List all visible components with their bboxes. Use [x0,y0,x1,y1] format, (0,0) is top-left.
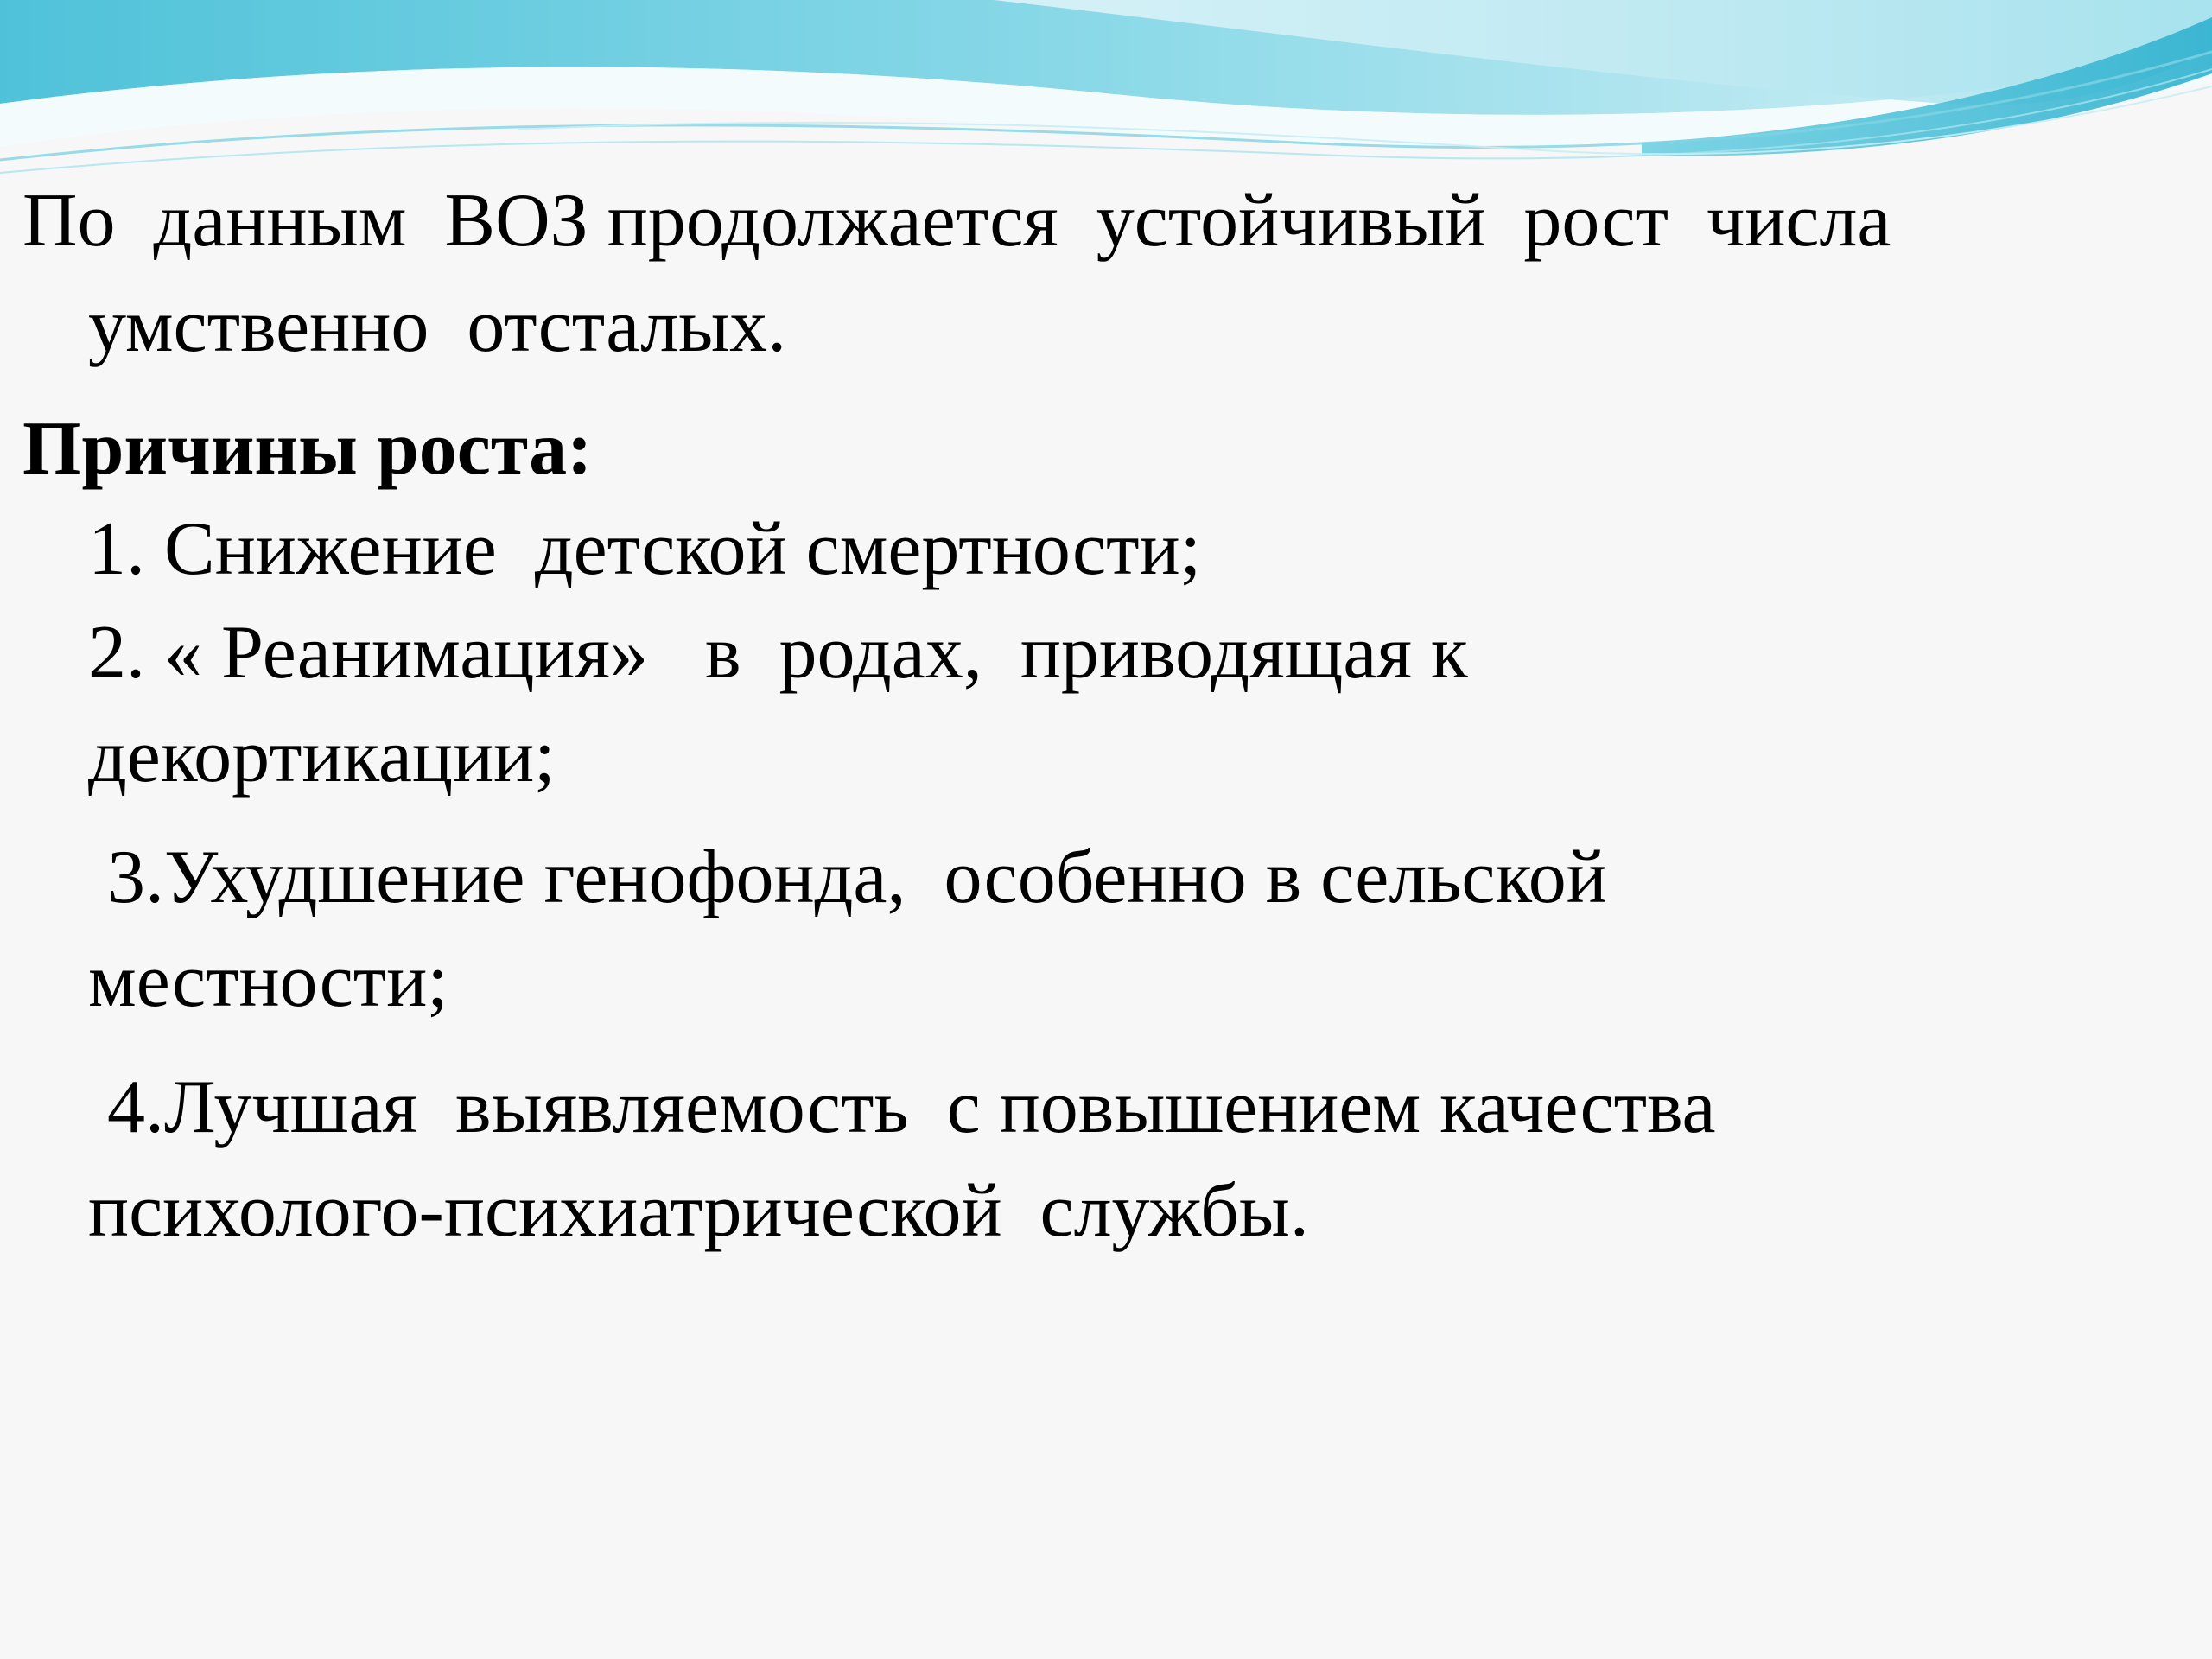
causes-heading: Причины роста: [22,407,593,491]
cause-item-3-line-2: местности; [88,939,448,1023]
cause-item-3-line-1: 3.Ухудшение генофонда, особенно в сельской [88,836,1607,919]
cause-item-4-line-2: психолого-психиатрической службы. [88,1169,1309,1253]
cause-item-2-line-1: 2. « Реанимация» в родах, приводящая к [88,611,1468,695]
cause-item-4-line-1: 4.Лучшая выявляемость с повышением качества [88,1065,1716,1149]
intro-line-1: По данным ВОЗ продолжается устойчивый рост числа [22,179,1891,263]
cause-item-1: 1. Снижение детской смертности; [88,507,1202,591]
intro-line-2: умственно отсталых. [88,284,787,368]
cause-item-2-line-2: декортикации; [88,715,556,798]
